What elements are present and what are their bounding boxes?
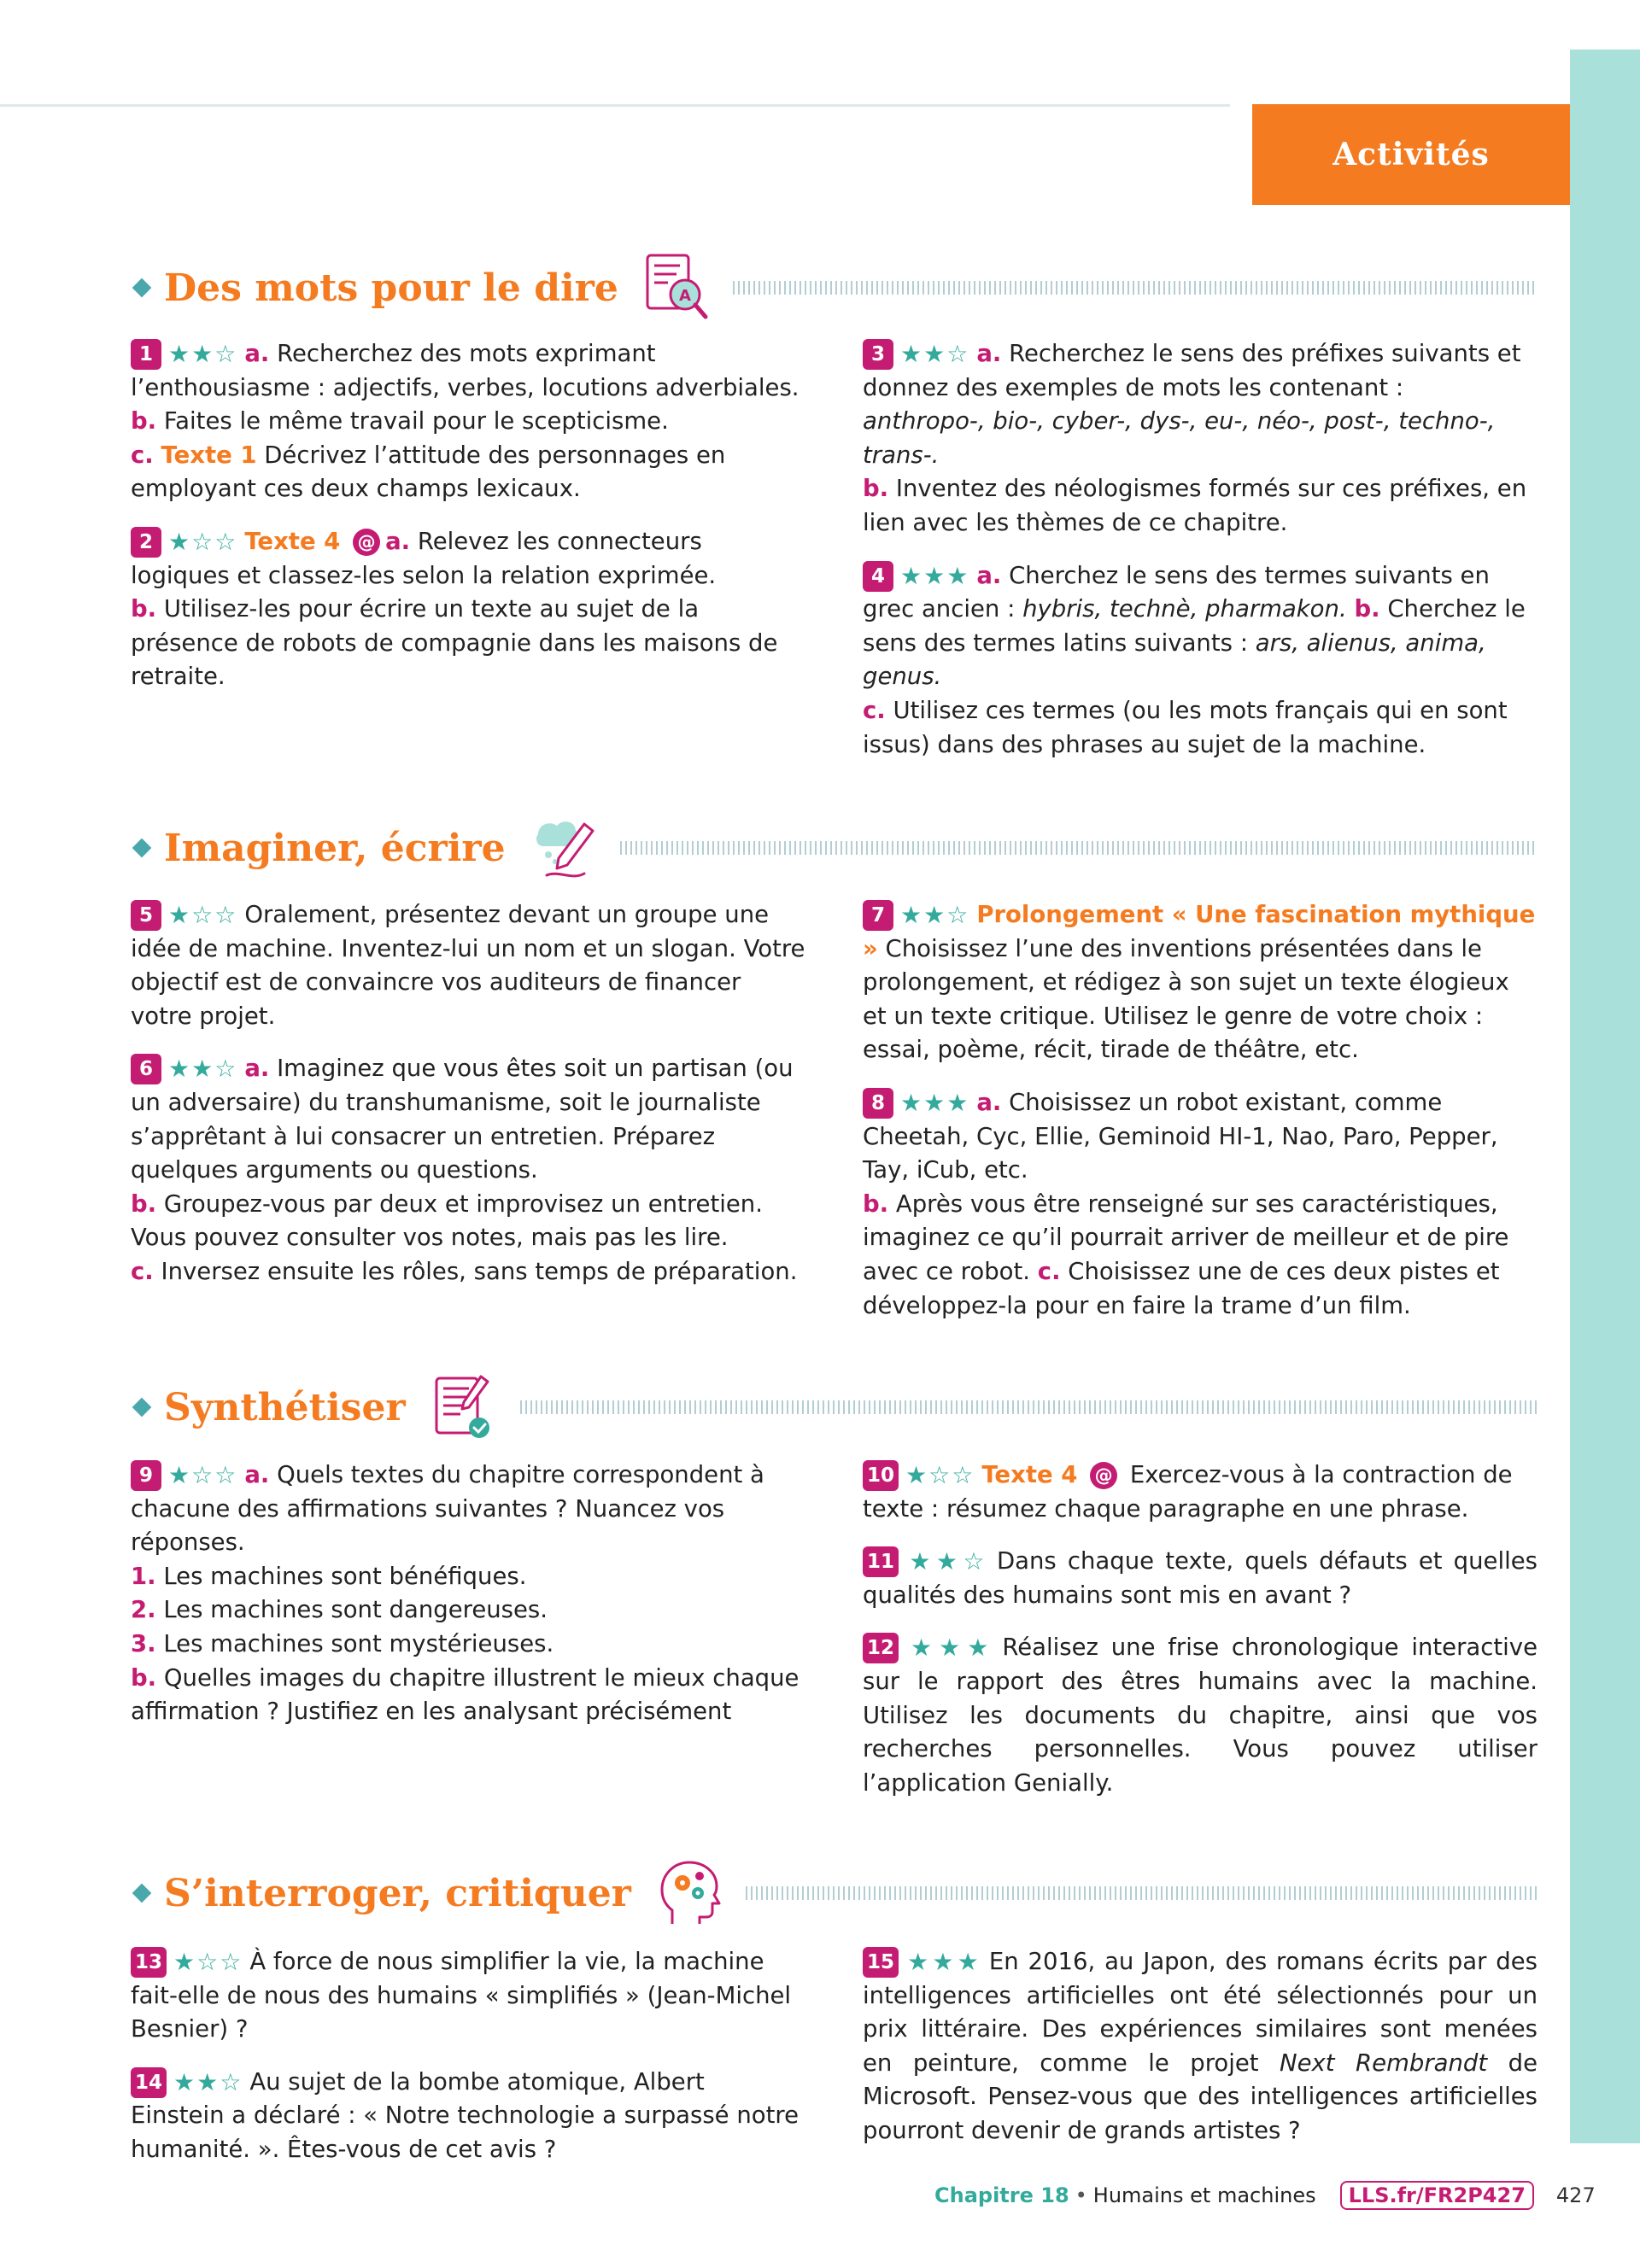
column-left	[131, 898, 805, 1308]
difficulty-stars: ★★☆	[168, 340, 238, 368]
exercise-line	[131, 593, 805, 694]
exercise	[863, 1945, 1538, 2148]
text-reference: Texte 4	[244, 527, 341, 555]
footer-chapter-title: Humains et machines	[1092, 2183, 1316, 2207]
exercise-number: 8	[863, 1088, 893, 1119]
item-text: Choisissez un robot existant, comme Cheetah, Cyc, Ellie, Geminoid HI-1, Nao, Paro, Pepper, Tay, iCub, etc.	[863, 1088, 1498, 1184]
exercise-number: 7	[863, 900, 893, 931]
item-text: Les machines sont mystérieuses.	[155, 1629, 554, 1657]
item-text: Quels textes du chapitre correspondent à chacune des affirmations suivantes ? Nuancez vos réponses.	[131, 1461, 764, 1557]
section-bullet-diamond	[132, 278, 152, 298]
thought-pencil-icon	[530, 812, 600, 884]
exercise	[131, 898, 805, 1033]
item-label: 2.	[131, 1596, 156, 1624]
page-edge-strip	[1570, 50, 1640, 2143]
exercise-line	[131, 1945, 805, 2047]
exercise-line	[863, 405, 1538, 472]
item-text: Imaginez que vous êtes soit un partisan (ou un adversaire) du transhumanisme, soit le journaliste s’apprêtant à lui consacrer un entretien. Préparez quelques arguments ou questions.	[131, 1055, 794, 1184]
exercise	[863, 1545, 1538, 1612]
exercise-line	[131, 1255, 805, 1289]
exercise-number: 4	[863, 561, 893, 592]
item-text: Oralement, présentez devant un groupe une idée de machine. Inventez-lui un nom et un slogan. Votre objectif est de convaincre vos auditeurs de financer votre projet.	[131, 901, 805, 1030]
difficulty-stars: ★★★	[900, 561, 970, 590]
exercise	[863, 1086, 1538, 1323]
exercise-number: 6	[131, 1054, 161, 1084]
section-ruler	[620, 841, 1538, 855]
item-text: Inventez des néologismes formés sur ces préfixes, en lien avec les thèmes de ce chapitre.	[863, 475, 1527, 536]
exercise-line	[863, 898, 1538, 1067]
italic-terms: anthropo-, bio-, cyber-, dys-, eu-, néo-, post-, techno-, trans-.	[863, 407, 1496, 469]
exercise-line	[863, 1086, 1538, 1188]
exercise-line	[131, 1628, 805, 1662]
item-label: c.	[1037, 1257, 1061, 1285]
footer-link[interactable]: LLS.fr/FR2P427	[1340, 2181, 1534, 2210]
text-reference: Prolongement « Une fascination mythique »	[863, 901, 1536, 962]
dictionary-magnifier-icon	[642, 252, 712, 324]
section-heading	[128, 249, 1538, 326]
exercise	[863, 337, 1538, 541]
exercise-line	[131, 898, 805, 1033]
difficulty-stars: ★☆☆	[168, 1461, 238, 1489]
exercise-number: 13	[131, 1947, 167, 1978]
exercise-number: 1	[131, 339, 161, 370]
item-label: b.	[131, 595, 157, 623]
exercise	[863, 898, 1538, 1067]
section-title: Synthétiser	[164, 1385, 406, 1429]
item-label: a.	[244, 1461, 270, 1488]
italic-terms: ars, alienus, anima, genus.	[863, 628, 1486, 691]
section-bullet-diamond	[132, 1884, 152, 1903]
item-text: Dans chaque texte, quels défauts et quelles qualités des humains sont mis en avant ?	[863, 1547, 1538, 1609]
exercise-line	[131, 1052, 805, 1187]
section-title: Imaginer, écrire	[164, 826, 506, 870]
column-right	[863, 337, 1538, 780]
item-text: Groupez-vous par deux et improvisez un entretien. Vous pouvez consulter vos notes, mais pas les lire.	[131, 1190, 763, 1252]
difficulty-stars: ★★☆	[900, 901, 970, 929]
item-text: Cherchez le sens des termes suivants en grec ancien :	[863, 561, 1490, 623]
exercise-number: 15	[863, 1947, 899, 1978]
header-rule	[0, 104, 1230, 107]
exercise-number: 12	[863, 1633, 899, 1663]
exercise-number: 9	[131, 1460, 161, 1491]
item-text: Choisissez l’une des inventions présentées dans le prolongement, et rédigez à son sujet un texte élogieux et un texte critique. Utilisez le genre de votre choix : essai, poème, récit, tirade de théâtre, etc.	[863, 934, 1509, 1064]
item-text: Utilisez-les pour écrire un texte au sujet de la présence de robots de compagnie dans les maisons de retraite.	[131, 595, 778, 691]
column-left	[131, 337, 805, 713]
item-text: Après vous être renseigné sur ses caractéristiques, imaginez ce qu’il pourrait arriver de meilleur et de pire avec ce robot.	[863, 1190, 1509, 1285]
difficulty-stars: ★★★	[905, 1948, 982, 1976]
difficulty-stars: ★★☆	[900, 340, 970, 368]
section-title: S’interroger, critiquer	[164, 1871, 631, 1915]
document-check-icon	[430, 1371, 500, 1443]
column-right	[863, 898, 1538, 1342]
item-text: Réalisez une frise chronologique interactive sur le rapport des êtres humains avec la machine. Utilisez les documents du chapitre, ainsi que vos recherches personnelles. Vous pouvez utiliser l’application Genially.	[863, 1634, 1538, 1797]
exercise-number: 3	[863, 339, 893, 370]
exercise	[863, 559, 1538, 763]
item-label: b.	[863, 475, 889, 503]
item-text: Inversez ensuite les rôles, sans temps de préparation.	[153, 1257, 798, 1285]
exercise-line	[863, 1545, 1538, 1612]
exercise-line	[131, 2066, 805, 2167]
exercise-line	[863, 1631, 1538, 1800]
exercise	[863, 1458, 1538, 1526]
difficulty-stars: ★☆☆	[173, 1948, 243, 1976]
exercise	[131, 1458, 805, 1729]
exercise-line	[131, 405, 805, 439]
exercise-number: 14	[131, 2067, 167, 2098]
exercise	[131, 337, 805, 506]
item-text: Choisissez une de ces deux pistes et développez-la pour en faire la trame d’un film.	[863, 1257, 1500, 1319]
exercise	[131, 1945, 805, 2047]
italic-terms: hybris, technè, pharmakon.	[1022, 595, 1347, 623]
item-text: Exercez-vous à la contraction de texte : résumez chaque paragraphe en une phrase.	[863, 1461, 1513, 1523]
item-label: b.	[863, 1190, 889, 1218]
svg-text:A: A	[678, 287, 691, 305]
difficulty-stars: ★★☆	[905, 1547, 990, 1576]
section-bullet-diamond	[132, 1398, 152, 1418]
item-label: b.	[131, 407, 157, 435]
exercise-line	[131, 439, 805, 506]
item-label: a.	[976, 561, 1002, 589]
item-label: a.	[244, 340, 270, 367]
exercise-number: 2	[131, 527, 161, 558]
footer-separator: •	[1075, 2183, 1087, 2207]
item-text: Les machines sont bénéfiques.	[155, 1562, 527, 1590]
difficulty-stars: ★★☆	[173, 2067, 243, 2096]
exercise-line	[131, 1662, 805, 1729]
item-text: Les machines sont dangereuses.	[155, 1596, 548, 1624]
section-heading	[128, 810, 1538, 886]
section-heading	[128, 1369, 1538, 1446]
exercise-number: 5	[131, 900, 161, 931]
footer-chapter: Chapitre 18	[934, 2183, 1069, 2207]
section-ruler	[733, 281, 1538, 295]
exercise-line	[131, 1458, 805, 1560]
difficulty-stars: ★★★	[905, 1634, 996, 1663]
item-label: 3.	[131, 1629, 156, 1657]
section-ruler	[520, 1400, 1538, 1414]
italic-terms: Next Rembrandt	[1280, 2049, 1488, 2077]
item-text: Cherchez le sens des termes latins suivants :	[863, 595, 1526, 657]
item-text: Décrivez l’attitude des personnages en employant ces deux champs lexicaux.	[131, 441, 726, 503]
page-number: 427	[1555, 2183, 1596, 2207]
page-footer	[934, 2180, 1596, 2211]
exercise	[131, 525, 805, 694]
exercise-line	[863, 694, 1538, 762]
item-text: Recherchez des mots exprimant l’enthousiasme : adjectifs, verbes, locutions adverbiales.	[131, 340, 800, 401]
exercise-line	[131, 337, 805, 405]
item-label: 1.	[131, 1562, 156, 1590]
column-right	[863, 1458, 1538, 1819]
difficulty-stars: ★☆☆	[905, 1461, 975, 1489]
exercise	[131, 2066, 805, 2167]
item-text: Quelles images du chapitre illustrent le mieux chaque affirmation ? Justifiez en les analysant précisément	[131, 1663, 800, 1726]
exercise-line	[863, 472, 1538, 540]
item-text: Utilisez ces termes (ou les mots français qui en sont issus) dans des phrases au sujet de la machine.	[863, 696, 1508, 758]
difficulty-stars: ★★☆	[168, 1055, 238, 1084]
item-label: c.	[863, 696, 886, 724]
column-left	[131, 1458, 805, 1748]
section-title: Des mots pour le dire	[164, 266, 618, 310]
item-label: a.	[244, 1055, 270, 1083]
item-text: Au sujet de la bombe atomique, Albert Einstein a déclaré : « Notre technologie a surpassé notre humanité. ». Êtes-vous de cet avis ?	[131, 2067, 800, 2163]
item-text: Faites le même travail pour le scepticisme.	[156, 407, 669, 435]
text-reference: Texte 1	[161, 441, 257, 469]
item-text: Recherchez le sens des préfixes suivants et donnez des exemples de mots les contenant :	[863, 340, 1521, 401]
exercise-line	[131, 1560, 805, 1594]
section-bullet-diamond	[132, 839, 152, 858]
difficulty-stars: ★☆☆	[168, 901, 238, 929]
head-gears-icon	[655, 1857, 725, 1929]
online-resource-icon: @	[1090, 1462, 1117, 1489]
difficulty-stars: ★★★	[900, 1088, 970, 1117]
item-label: a.	[976, 1088, 1002, 1116]
item-label: a.	[385, 527, 411, 555]
item-label: b.	[1354, 595, 1380, 623]
exercise-line	[863, 1188, 1538, 1323]
exercise	[863, 1631, 1538, 1800]
item-label: b.	[131, 1663, 157, 1692]
exercise-line	[131, 1188, 805, 1255]
item-text: de Microsoft. Pensez-vous que des intelligences artificielles pourront devenir de grands artistes ?	[863, 2049, 1538, 2144]
exercise-number: 11	[863, 1546, 899, 1577]
item-label: a.	[976, 340, 1002, 367]
item-text: Relevez les connecteurs logiques et classez-les selon la relation exprimée.	[131, 527, 717, 589]
item-label: b.	[131, 1190, 157, 1218]
difficulty-stars: ★☆☆	[168, 527, 238, 556]
exercise-number: 10	[863, 1460, 899, 1491]
item-text: En 2016, au Japon, des romans écrits par des intelligences artificielles ont été sélectionnés pour un prix littéraire. Des expériences similaires sont menées en peinture, comme le projet	[863, 1948, 1538, 2077]
section-heading	[128, 1855, 1538, 1932]
exercise-line	[863, 559, 1538, 694]
item-text: À force de nous simplifier la vie, la machine fait-elle de nous des humains « simplifiés » (Jean-Michel Besnier) ?	[131, 1948, 792, 2043]
text-reference: Texte 4	[981, 1461, 1078, 1488]
exercise-line	[863, 337, 1538, 405]
section-ruler	[746, 1886, 1538, 1900]
item-label: c.	[131, 441, 154, 469]
activities-tab: Activités	[1252, 104, 1570, 205]
item-label: c.	[131, 1257, 154, 1285]
online-resource-icon: @	[353, 529, 380, 556]
exercise-line	[131, 1593, 805, 1628]
exercise-line	[863, 1945, 1538, 2148]
exercise	[131, 1052, 805, 1289]
exercise-line	[863, 1458, 1538, 1526]
column-right	[863, 1945, 1538, 2167]
column-left	[131, 1945, 805, 2186]
exercise-line	[131, 525, 805, 593]
